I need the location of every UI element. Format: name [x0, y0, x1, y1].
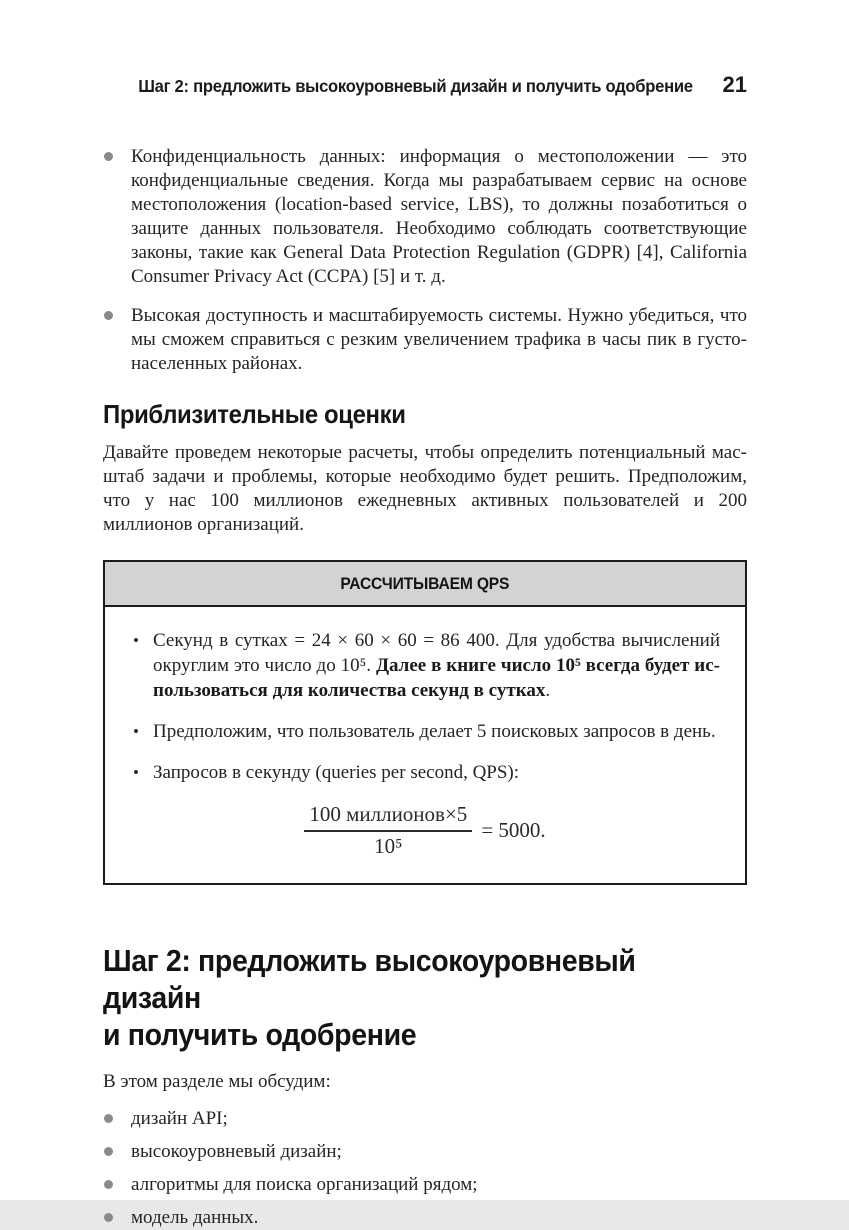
step2-heading	[103, 942, 747, 1053]
qps-bullet-seconds-normal: Секунд в сутках = 24 × 60 × 60 = 86 400. Для удобства вычислений округлим это число до 10⁵.	[153, 630, 720, 676]
step2-bullet-highlevel	[103, 1140, 747, 1164]
qps-bullet-seconds-tail: .	[545, 680, 551, 701]
running-head-title: Шаг 2: предложить высокоуровневый дизайн и получить одобрение	[137, 76, 693, 96]
step2-bullet-datamodel	[103, 1206, 747, 1230]
page-number: 21	[722, 72, 747, 97]
step2-bullet-api-text: дизайн API;	[131, 1108, 228, 1129]
estimates-heading-text: Приблизительные оценки	[103, 399, 406, 429]
qps-bullet-qps	[130, 760, 720, 785]
qps-callout-box	[103, 560, 747, 885]
bullet-dot-icon	[104, 1114, 113, 1123]
bullet-dot-icon: •	[133, 631, 139, 650]
formula-result: = 5000.	[481, 818, 546, 842]
step2-bullet-list	[103, 1107, 747, 1230]
formula-fraction	[304, 802, 472, 859]
fraction-denominator: 10⁵	[374, 834, 403, 858]
qps-box-body	[105, 607, 745, 883]
availability-bullet	[103, 304, 747, 376]
qps-bullet-qps-text: Запросов в секунду (queries per second, QPS):	[153, 762, 520, 783]
requirements-bullet-list	[103, 145, 747, 376]
step2-bullet-highlevel-text: высокоуровневый дизайн;	[131, 1141, 342, 1162]
step2-heading-line1: Шаг 2: предложить высокоуровневый дизайн	[103, 943, 636, 1015]
step2-heading-line2: и получить одобрение	[103, 1017, 417, 1052]
fraction-numerator: 100 миллионов×5	[304, 802, 472, 832]
qps-box-header	[105, 562, 745, 607]
qps-bullet-list	[130, 628, 720, 785]
bullet-dot-icon	[104, 1213, 113, 1222]
step2-heading-text	[103, 942, 695, 1053]
qps-formula	[130, 802, 720, 859]
step2-bullet-algorithms-text: алгоритмы для поиска организаций рядом;	[131, 1174, 478, 1195]
qps-bullet-seconds	[130, 628, 720, 703]
step2-bullet-api	[103, 1107, 747, 1131]
bullet-dot-icon	[104, 1147, 113, 1156]
step2-bullet-algorithms	[103, 1173, 747, 1197]
privacy-bullet-text: Конфиденциальность данных: информация о местоположении — это конфиденциальные сведения. Когда мы разрабатываем сервис на основе местоположения (location-based service, LBS), то должны позаботиться о защите данных пользователя. Необходимо соблюдать соответствующие законы, такие как General Data Protection Regulation (GDPR) [4], California Consumer Privacy Act (CCPA) [5] и т. д.	[131, 146, 747, 287]
qps-box-title: РАССЧИТЫВАЕМ QPS	[340, 574, 510, 593]
availability-bullet-text: Высокая доступность и масштабируемость системы. Нужно убедиться, что мы сможем справиться с резким увеличением трафика в часы пик в густонаселенных районах.	[131, 305, 747, 374]
bullet-dot-icon	[104, 311, 113, 320]
estimates-paragraph: Давайте проведем некоторые расчеты, чтобы определить потенциальный масштаб задачи и проблемы, которые необходимо будет решить. Предположим, что у нас 100 миллионов ежедневных активных пользователей и 200 миллионов организаций.	[103, 442, 747, 535]
page-content	[103, 0, 747, 1230]
running-head	[103, 72, 747, 98]
step2-intro: В этом разделе мы обсудим:	[103, 1071, 331, 1092]
bullet-dot-icon	[104, 1180, 113, 1189]
bullet-dot-icon: •	[133, 763, 139, 782]
qps-bullet-seconds-bold: Далее в книге число 10⁵ всегда будет использоваться для количества секунд в сутках	[153, 655, 720, 701]
privacy-bullet	[103, 145, 747, 289]
bullet-dot-icon	[104, 152, 113, 161]
step2-bullet-datamodel-text: модель данных.	[131, 1207, 259, 1228]
qps-bullet-queries-text: Предположим, что пользователь делает 5 поисковых запросов в день.	[153, 721, 716, 742]
estimates-heading	[103, 399, 747, 430]
bullet-dot-icon: •	[133, 722, 139, 741]
qps-bullet-queries-per-day	[130, 719, 720, 744]
